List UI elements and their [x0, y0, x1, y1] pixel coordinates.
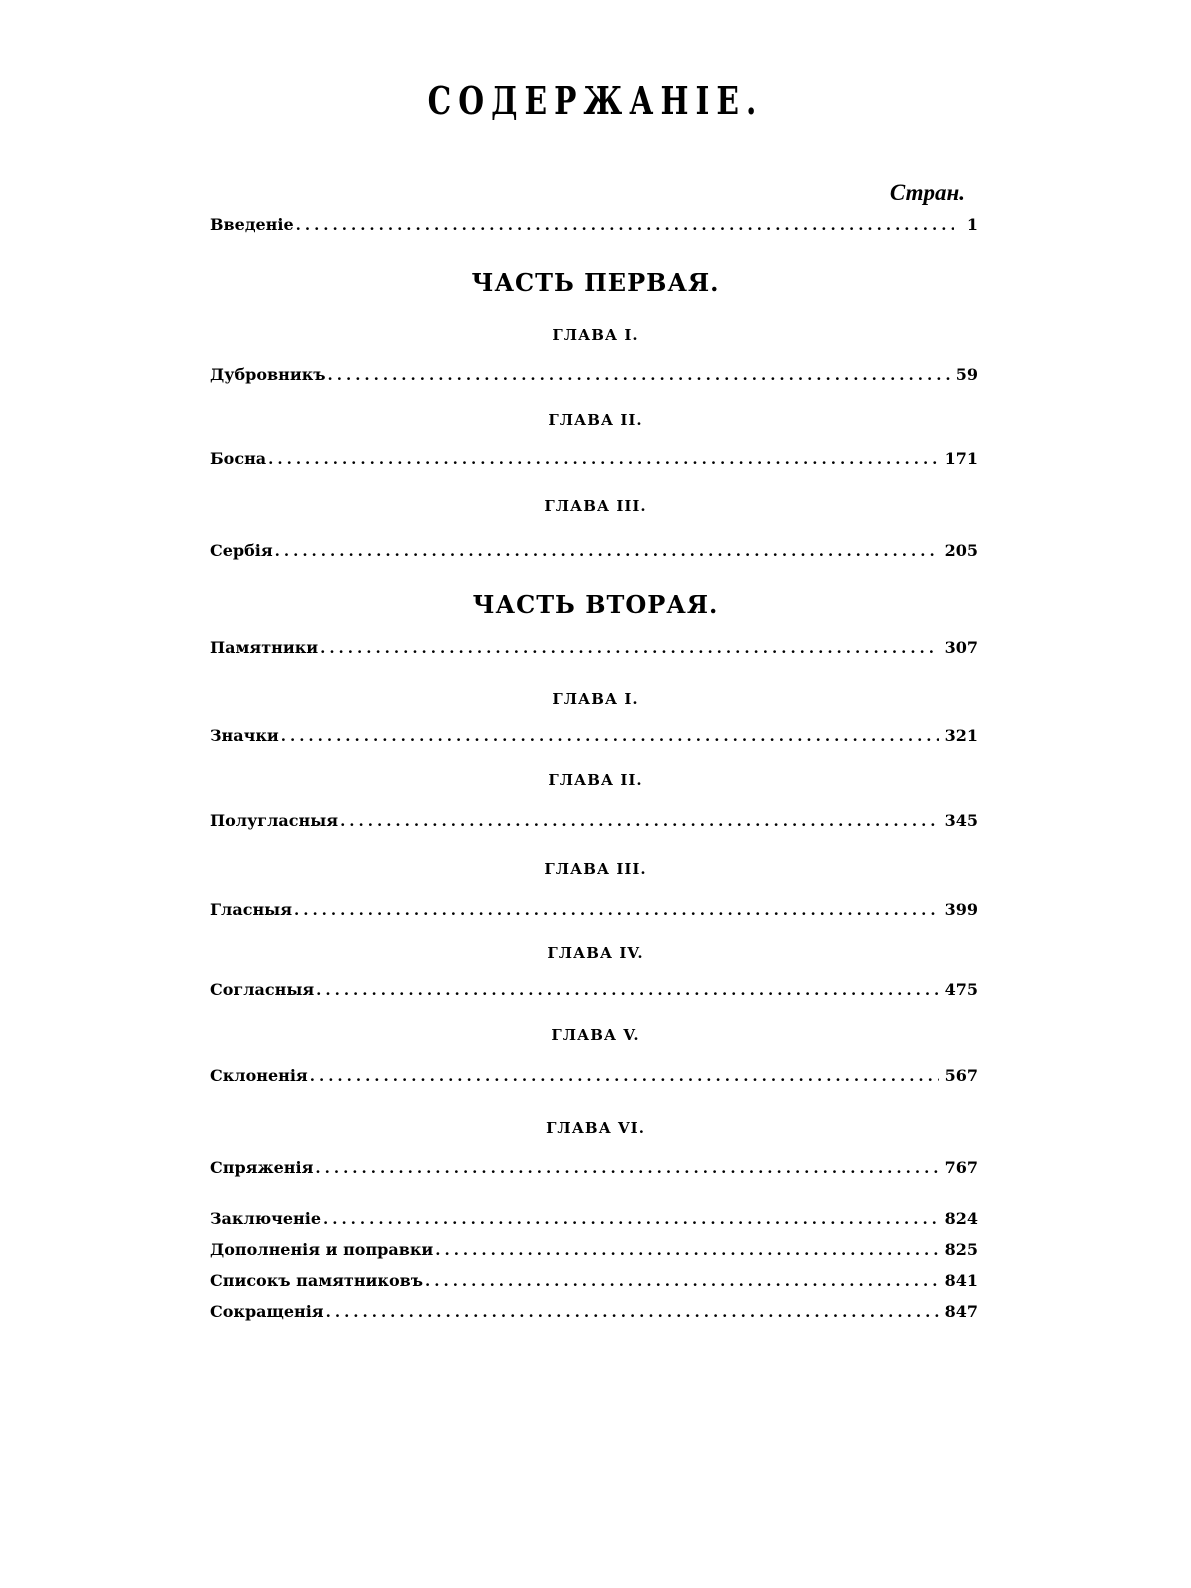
toc-entry-page: 767 — [944, 1158, 978, 1177]
dot-leader — [328, 366, 950, 384]
toc-entry-page: 847 — [944, 1302, 978, 1321]
chapter-heading: ГЛАВА I. — [552, 326, 639, 344]
dot-leader — [268, 450, 938, 468]
dot-leader — [425, 1272, 939, 1290]
toc-entry — [210, 1271, 978, 1297]
toc-entry-page: 1 — [966, 215, 978, 234]
toc-entry-title: Сербія — [210, 541, 273, 560]
toc-entry-title: Дубровникъ — [210, 365, 326, 384]
dot-leader — [281, 727, 939, 745]
chapter-heading: ГЛАВА VI. — [546, 1119, 645, 1137]
chapter-heading: ГЛАВА II. — [548, 411, 643, 429]
toc-entry-page: 567 — [944, 1066, 978, 1085]
dot-leader — [275, 542, 939, 560]
toc-entry-title: Гласныя — [210, 900, 293, 919]
dot-leader — [323, 1210, 939, 1228]
toc-entry-page: 171 — [944, 449, 978, 468]
toc-entry — [210, 811, 978, 837]
toc-entry — [210, 1240, 978, 1266]
toc-entry-page: 825 — [944, 1240, 978, 1259]
toc-entry-title: Спряженія — [210, 1158, 314, 1177]
toc-entry-page: 205 — [944, 541, 978, 560]
toc-entry-title: Сокращенія — [210, 1302, 324, 1321]
toc-entry — [210, 1209, 978, 1235]
toc-entry-title: Дополненія и поправки — [210, 1240, 434, 1259]
toc-entry — [210, 541, 978, 567]
toc-entry-title: Значки — [210, 726, 279, 745]
dot-leader — [315, 1159, 938, 1177]
toc-entry — [210, 980, 978, 1006]
toc-entry-page: 399 — [944, 900, 978, 919]
toc-entry-title: Полугласныя — [210, 811, 339, 830]
chapter-heading: ГЛАВА II. — [548, 771, 643, 789]
chapter-heading: ГЛАВА III. — [544, 860, 647, 878]
page-title: СОДЕРЖАНІЕ. — [427, 78, 764, 123]
chapter-heading: ГЛАВА I. — [552, 690, 639, 708]
toc-entry-title: Босна — [210, 449, 267, 468]
toc-entry-title: Списокъ памятниковъ — [210, 1271, 424, 1290]
toc-entry — [210, 365, 978, 391]
chapter-heading: ГЛАВА III. — [544, 497, 647, 515]
dot-leader — [340, 812, 939, 830]
toc-entry — [210, 726, 978, 752]
toc-entry — [210, 1158, 978, 1184]
dot-leader — [326, 1303, 939, 1321]
dot-leader — [294, 901, 939, 919]
page-column-label: Стран. — [889, 180, 965, 205]
dot-leader — [320, 639, 938, 657]
toc-entry-title: Заключеніе — [210, 1209, 322, 1228]
toc-entry-page: 307 — [944, 638, 978, 657]
chapter-heading: ГЛАВА V. — [551, 1026, 640, 1044]
toc-entry-page: 475 — [944, 980, 978, 999]
toc-entry — [210, 1066, 978, 1092]
toc-entry-page: 345 — [944, 811, 978, 830]
toc-entry-page: 59 — [955, 365, 978, 384]
part-two-heading: ЧАСТЬ ВТОРАЯ. — [472, 590, 719, 619]
dot-leader — [316, 981, 938, 999]
toc-entry-intro — [210, 215, 978, 241]
toc-entry — [210, 1302, 978, 1328]
part-one-heading: ЧАСТЬ ПЕРВАЯ. — [471, 268, 720, 297]
toc-entry — [210, 449, 978, 475]
dot-leader — [435, 1241, 938, 1259]
toc-entry — [210, 900, 978, 926]
toc-entry-page: 841 — [944, 1271, 978, 1290]
chapter-heading: ГЛАВА IV. — [547, 944, 644, 962]
toc-entry-page: 321 — [944, 726, 978, 745]
toc-entry-page: 824 — [944, 1209, 978, 1228]
toc-entry — [210, 638, 978, 664]
dot-leader — [310, 1067, 939, 1085]
dot-leader — [296, 216, 954, 234]
toc-entry-title: Склоненія — [210, 1066, 308, 1085]
toc-entry-title: Согласныя — [210, 980, 315, 999]
toc-entry-title: Памятники — [210, 638, 319, 657]
toc-entry-title: Введеніе — [210, 215, 294, 234]
